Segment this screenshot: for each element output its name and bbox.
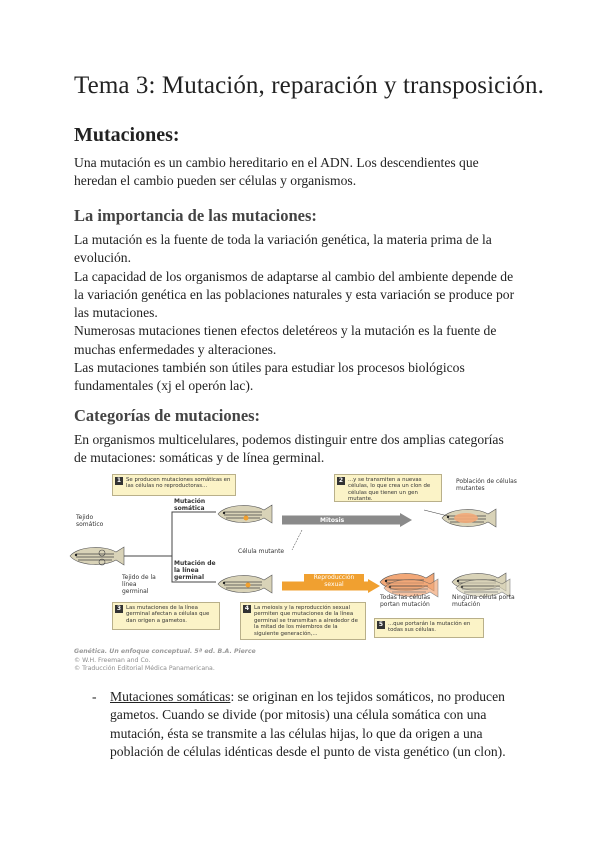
text-line: Las mutaciones también son útiles para estudiar los procesos biológicos bbox=[74, 360, 465, 376]
subheading-categories: Categorías de mutaciones: bbox=[74, 406, 261, 425]
label-mitosis: Mitosis bbox=[320, 517, 345, 524]
callout-box-1 bbox=[112, 474, 236, 496]
text-line: Numerosas mutaciones tienen efectos deletéreos y la mutación es la fuente de bbox=[74, 323, 497, 339]
germline-fish bbox=[218, 575, 272, 593]
text-line: gametos. Cuando se divide (por mitosis) una célula somática con una bbox=[110, 707, 487, 723]
label-germline-mutation: Mutación de la línea germinal bbox=[174, 560, 216, 581]
label-sexual-reproduction: Reproducción sexual bbox=[304, 574, 364, 588]
callout-text: ...que portarán la mutación en todas sus células. bbox=[388, 621, 471, 634]
text-line: mutación, ésta se transmite a las células hijas, lo que da origen a una bbox=[110, 725, 483, 741]
bullet-marker: - bbox=[92, 689, 97, 704]
text-line: Una mutación es un cambio hereditario en el ADN. Los descendientes que bbox=[74, 155, 479, 170]
text-line: La capacidad de los organismos de adaptarse al cambio del ambiente depende de bbox=[74, 268, 514, 284]
text-line: La mutación es la fuente de toda la variación genética, la materia prima de la bbox=[74, 232, 492, 247]
page-title: Tema 3: Mutación, reparación y transposición. bbox=[74, 72, 544, 99]
label-mutant-cell: Célula mutante bbox=[238, 548, 285, 555]
figure-credits bbox=[74, 648, 374, 674]
text-line: las mutaciones. bbox=[74, 305, 158, 321]
callout-box-3 bbox=[112, 602, 220, 630]
callout-text: Se producen mutaciones somáticas en las células no reproductoras... bbox=[126, 477, 231, 490]
subheading-importance: La importancia de las mutaciones: bbox=[74, 206, 317, 225]
bullet-term: Mutaciones somáticas bbox=[110, 689, 231, 704]
intro-paragraph bbox=[74, 154, 534, 191]
callout-number: 1 bbox=[116, 477, 122, 484]
text-line: población de células idénticas desde el punto de vista genético (un clon). bbox=[110, 743, 506, 759]
label-none-carry: Ninguna célula porta mutación bbox=[452, 594, 515, 608]
text-line: heredan el cambio pueden ser células y organismos. bbox=[74, 173, 357, 189]
label-somatic-mutation: Mutación somática bbox=[174, 498, 206, 512]
label-all-carry: Todas las células portan mutación bbox=[380, 594, 431, 608]
callout-box-5 bbox=[374, 618, 484, 638]
callout-number: 4 bbox=[244, 605, 250, 612]
callout-number: 3 bbox=[116, 605, 122, 612]
text-line bbox=[110, 688, 540, 706]
mutation-figure bbox=[68, 468, 532, 680]
callout-box-4 bbox=[240, 602, 366, 640]
bullet-paragraph bbox=[110, 688, 540, 761]
text-line: En organismos multicelulares, podemos distinguir entre dos amplias categorías bbox=[74, 432, 504, 447]
categories-paragraph bbox=[74, 431, 534, 468]
credit-line: © W.H. Freeman and Co. bbox=[74, 656, 151, 664]
importance-paragraph bbox=[74, 231, 534, 396]
text-line: la variación genética en las poblaciones naturales y esta variación se produce por bbox=[74, 286, 515, 302]
text-line: evolución. bbox=[74, 250, 132, 266]
label-somatic-tissue: Tejido somático bbox=[76, 514, 104, 528]
label-germline-tissue: Tejido de la línea germinal bbox=[122, 574, 156, 595]
original-fish bbox=[70, 547, 124, 565]
section-heading-mutaciones: Mutaciones: bbox=[74, 124, 180, 146]
branch-line-somatic bbox=[122, 512, 216, 556]
somatic-fish bbox=[218, 505, 272, 523]
callout-box-2 bbox=[334, 474, 442, 502]
credit-line: Genética. Un enfoque conceptual. 5ª ed. B.A. Pierce bbox=[74, 648, 256, 655]
callout-text: La meiosis y la reproducción sexual permiten que mutaciones de la línea germinal se transmitan a alrededor de la mitad de los miembros de la siguiente generación,... bbox=[254, 605, 358, 637]
text-line: muchas enfermedades y alteraciones. bbox=[74, 341, 277, 357]
label-mutant-population: Población de células mutantes bbox=[456, 478, 517, 492]
credit-line: © Traducción Editorial Médica Panamericana. bbox=[74, 665, 215, 673]
callout-number: 5 bbox=[378, 621, 384, 628]
callout-text: Las mutaciones de la línea germinal afectan a células que dan origen a gametos. bbox=[126, 605, 210, 624]
text-line: de mutaciones: somáticas y de línea germinal. bbox=[74, 450, 325, 466]
callout-text: ...y se transmiten a nuevas células, lo que crea un clon de células que tienen un gen mutante. bbox=[348, 477, 431, 502]
callout-number: 2 bbox=[338, 477, 344, 484]
bullet-first-rest: : se originan en los tejidos somáticos, no producen bbox=[230, 689, 505, 704]
text-line: fundamentales (xj el operón lac). bbox=[74, 378, 254, 394]
